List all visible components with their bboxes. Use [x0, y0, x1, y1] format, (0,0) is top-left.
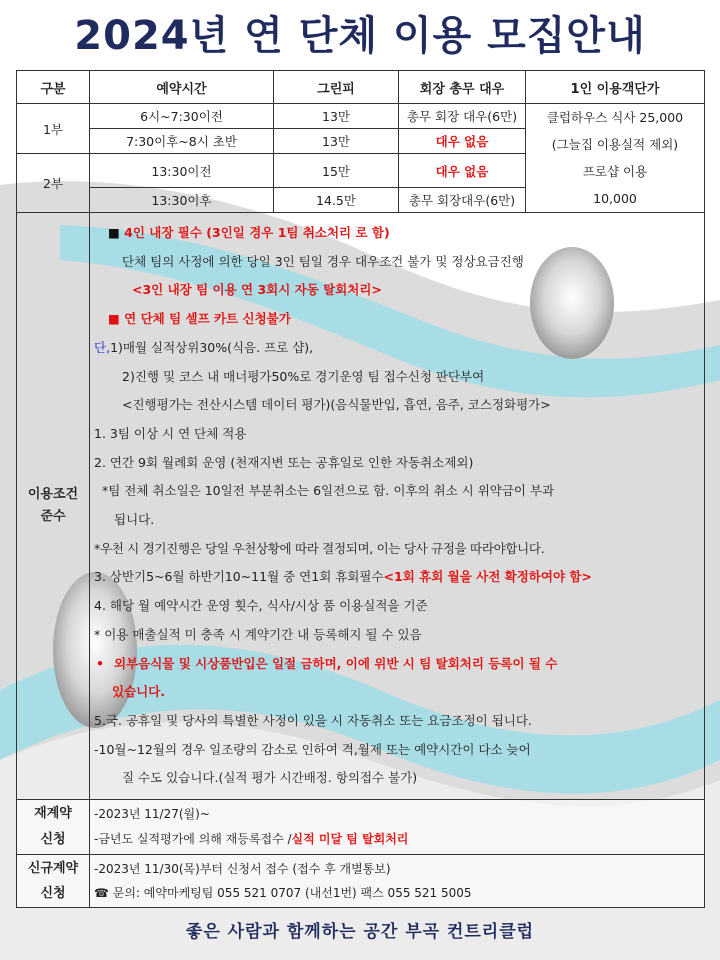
new-contract-line	[94, 881, 704, 905]
phone-icon: ☎	[94, 886, 109, 900]
condition-line: 있습니다.	[112, 684, 166, 700]
new-contract-content	[90, 855, 705, 908]
conditions-label-line: 이용조건	[27, 487, 79, 502]
time-cell: 7:30이후~8시 초반	[90, 129, 274, 154]
unit-price-line: 프로샵 이용	[582, 164, 648, 179]
time-cell: 6시~7:30이전	[90, 104, 274, 129]
footer-slogan: 좋은 사람과 함께하는 공간 부곡 컨트리클럽	[185, 922, 535, 942]
condition-prefix: 단,	[94, 339, 111, 355]
benefit-cell: 총무 회장대우(6만)	[399, 188, 526, 213]
conditions-content	[90, 213, 705, 800]
renewal-line	[94, 827, 704, 852]
new-contract-line: -2023년 11/30(목)부터 신청서 접수 (접수 후 개별통보)	[94, 862, 391, 876]
condition-line	[94, 334, 700, 363]
page-title: 2024년 연 단체 이용 모집안내	[74, 13, 646, 59]
square-bullet-icon: ■	[108, 225, 120, 240]
table-row	[17, 104, 705, 129]
fee-cell: 15만	[274, 154, 399, 188]
condition-line: <3인 내장 팀 이용 연 3회시 자동 탈회처리>	[132, 282, 382, 298]
condition-line: 질 수도 있습니다.(실적 평가 시간배정. 항의접수 불가)	[122, 770, 418, 786]
renewal-label-line: 재계약	[34, 806, 72, 821]
renewal-content	[90, 800, 705, 855]
conditions-label	[17, 213, 90, 800]
condition-line: <진행평가는 전산시스템 데이터 평가)(음식물반입, 흡연, 음주, 코스정화평가>	[122, 397, 551, 413]
condition-line: 됩니다.	[114, 512, 155, 528]
condition-line	[94, 563, 700, 592]
condition-text: 외부음식물 및 시상품반입은 일절 금하며, 이에 위반 시 팀 탈회처리 등록이 될 수	[114, 655, 558, 671]
unit-price-cell	[526, 104, 705, 213]
header-officer-benefit: 회장 총무 대우	[399, 71, 526, 104]
condition-text: 1)매월 실적상위30%(식음. 프로 샵),	[110, 339, 314, 355]
renewal-highlight: 실적 미달 팀 탈회처리	[291, 832, 409, 846]
renewal-line: -2023년 11/27(월)~	[94, 807, 210, 821]
condition-line: ■ 연 단체 팀 셀프 카트 신청불가	[108, 311, 291, 327]
condition-line: 5.국. 공휴일 및 당사의 특별한 사정이 있을 시 자동취소 또는 요금조정이 됩니다.	[94, 712, 532, 728]
condition-line	[94, 650, 700, 679]
renewal-label-line: 신청	[40, 832, 66, 847]
fee-cell: 14.5만	[274, 188, 399, 213]
part-label: 1부	[17, 104, 90, 154]
condition-line: *우천 시 경기진행은 당일 우천상황에 따라 결정되며, 이는 당사 규정을 따라야합니다.	[94, 540, 545, 556]
condition-text: 4인 내장 필수 (3인일 경우 1팀 취소처리 로 함)	[119, 225, 390, 240]
red-bullet-icon: •	[96, 655, 104, 671]
new-contract-label	[17, 855, 90, 908]
benefit-cell: 총무 회장 대우(6만)	[399, 104, 526, 129]
new-contract-label-line: 신청	[40, 886, 66, 901]
fee-cell: 13만	[274, 104, 399, 129]
condition-line: 단체 팀의 사정에 의한 당일 3인 팀일 경우 대우조건 불가 및 정상요금진행	[122, 253, 524, 269]
condition-highlight: <1회 휴회 월을 사전 확정하여야 함>	[383, 569, 592, 585]
renewal-text: -금년도 실적평가에 의해 재등록접수 /	[94, 832, 292, 846]
benefit-cell: 대우 없음	[399, 154, 526, 188]
condition-line: 2)진행 및 코스 내 매너평가50%로 경기운영 팀 접수신청 판단부여	[122, 368, 485, 384]
time-cell: 13:30이전	[90, 154, 274, 188]
header-category: 구분	[17, 71, 90, 104]
time-cell: 13:30이후	[90, 188, 274, 213]
condition-line	[94, 219, 700, 248]
condition-line: * 이용 매출실적 미 충족 시 계약기간 내 등록해지 될 수 있음	[94, 626, 422, 642]
unit-price-line: 클럽하우스 식사 25,000	[546, 110, 684, 125]
fee-cell: 13만	[274, 129, 399, 154]
renewal-row	[17, 800, 705, 855]
unit-price-line: 10,000	[593, 191, 637, 206]
table-header-row	[17, 71, 705, 104]
header-reservation-time: 예약시간	[90, 71, 274, 104]
condition-line: 2. 연간 9회 월례회 운영 (천재지변 또는 공휴일로 인한 자동취소제외)	[94, 454, 474, 470]
renewal-label	[17, 800, 90, 855]
part-label: 2부	[17, 154, 90, 213]
group-booking-table	[16, 70, 705, 908]
benefit-cell: 대우 없음	[399, 129, 526, 154]
conditions-row	[17, 213, 705, 800]
condition-line: *팀 전체 취소일은 10일전 부분취소는 6일전으로 함. 이후의 취소 시 위약금이 부과	[102, 483, 555, 499]
new-contract-row	[17, 855, 705, 908]
conditions-label-line: 준수	[40, 509, 66, 524]
header-green-fee: 그린피	[274, 71, 399, 104]
condition-line: 1. 3팀 이상 시 연 단체 적용	[94, 425, 247, 441]
condition-text: 3. 상반기5~6월 하반기10~11월 중 연1회 휴회필수	[94, 569, 384, 585]
condition-line: 4. 해당 월 예약시간 운영 횟수, 식사/시상 품 이용실적을 기준	[94, 598, 428, 614]
unit-price-line: (그늘집 이용실적 제외)	[551, 137, 679, 152]
new-contract-label-line: 신규계약	[27, 861, 79, 876]
contact-text: 문의: 예약마케팅팀 055 521 0707 (내선1번) 팩스 055 521 5005	[108, 886, 472, 900]
header-unit-price: 1인 이용객단가	[526, 71, 705, 104]
condition-line: -10월~12월의 경우 일조량의 감소로 인하여 격,월제 또는 예약시간이 다소 늦어	[94, 741, 531, 757]
